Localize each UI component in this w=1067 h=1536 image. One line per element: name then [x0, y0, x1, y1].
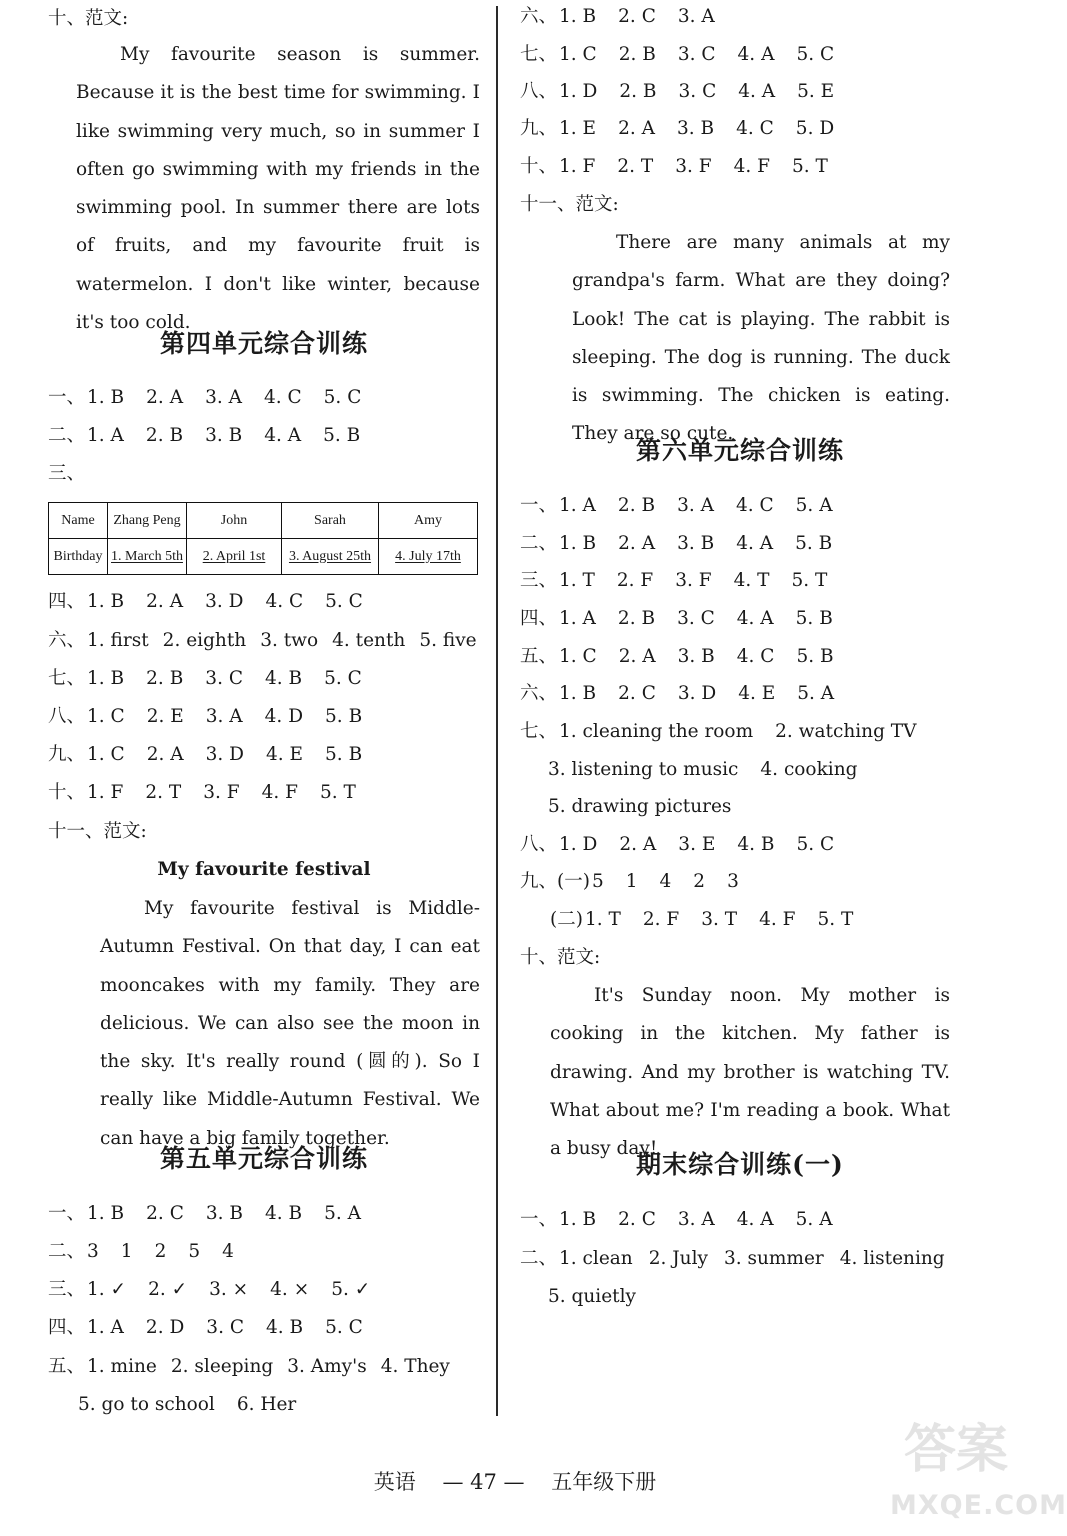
essay-festival-title: My favourite festival [157, 859, 371, 880]
r-answer-line-10: 十、 1. F 2. T 3. F 4. F 5. T [520, 156, 828, 177]
u6-section-10-label: 十、范文: [520, 947, 601, 968]
u4-answer-line-6: 六、 1. first 2. eighth 3. two 4. tenth 5. five [48, 630, 477, 651]
r-answer-line-9: 九、 1. E 2. A 3. B 4. C 5. D [520, 118, 835, 139]
table-cell: Birthday [49, 539, 108, 575]
r-answer-line-6: 六、 1. B 2. C 3. A [520, 6, 715, 27]
page-number: — 47 — [442, 1470, 525, 1494]
final-title: 期末综合训练(一) [636, 1150, 844, 1179]
footer-grade: 五年级下册 [551, 1470, 657, 1494]
u5-answer-line-2: 二、 3 1 2 5 4 [48, 1241, 234, 1262]
table-cell: Amy [379, 503, 478, 539]
watermark-top-text: 答案 [903, 1420, 1008, 1480]
u6-answer-line-1: 一、 1. A 2. B 3. A 4. C 5. A [520, 495, 833, 516]
table-row [49, 539, 478, 575]
u4-answer-line-1: 一、 1. B 2. A 3. A 4. C 5. C [48, 387, 362, 408]
table-cell: 3. August 25th [282, 539, 379, 575]
table-cell: 1. March 5th [108, 539, 187, 575]
table-cell: John [187, 503, 282, 539]
u4-answer-line-7: 七、 1. B 2. B 3. C 4. B 5. C [48, 668, 362, 689]
final-answer-line-2: 二、 1. clean 2. July 3. summer 4. listening [520, 1248, 945, 1269]
column-divider [496, 6, 498, 1416]
u6-answer-line-5: 五、 1. C 2. A 3. B 4. C 5. B [520, 646, 834, 667]
unit4-title: 第四单元综合训练 [159, 329, 368, 358]
table-cell: 4. July 17th [379, 539, 478, 575]
unit5-title: 第五单元综合训练 [159, 1144, 368, 1173]
watermark-bottom-text: MXQE.COM [890, 1490, 1067, 1521]
u6-answer-line-9: 九、(一) 5 1 4 2 3 [520, 871, 739, 892]
u6-answer-line-9b: (二) 1. T 2. F 3. T 4. F 5. T [550, 909, 854, 930]
r-answer-line-8: 八、 1. D 2. B 3. C 4. A 5. E [520, 81, 835, 102]
u4-answer-line-8: 八、 1. C 2. E 3. A 4. D 5. B [48, 706, 363, 727]
u5-answer-line-4: 四、 1. A 2. D 3. C 4. B 5. C [48, 1317, 363, 1338]
u6-answer-line-3: 三、 1. T 2. F 3. F 4. T 5. T [520, 570, 828, 591]
page-footer [0, 1466, 1030, 1498]
birthday-table [48, 502, 478, 575]
u6-answer-line-7: 七、 1. cleaning the room 2. watching TV [520, 721, 917, 742]
final-answer-line-1: 一、 1. B 2. C 3. A 4. A 5. A [520, 1209, 833, 1230]
essay-festival: My favourite festival is Middle-Autumn Festival. On that day, I can eat mooncakes with my family. They are delicious. We can also see the moon in the sky. It's really round (圆的). So I really like Middle-Autumn Festival. We can have a big family together. [100, 898, 480, 1149]
table-cell: Zhang Peng [108, 503, 187, 539]
section-10-label: 十、范文: [48, 8, 129, 29]
u6-answer-line-7-cont2: 5. drawing pictures [548, 796, 732, 817]
table-row [49, 503, 478, 539]
unit6-title: 第六单元综合训练 [635, 436, 844, 465]
essay-sunday: It's Sunday noon. My mother is cooking in the kitchen. My father is drawing. And my brother is watching TV. What about me? I'm reading a book. What a busy day! [550, 985, 950, 1160]
u4-answer-line-3: 三、 [48, 463, 86, 484]
u6-answer-line-7-cont: 3. listening to music 4. cooking [548, 759, 858, 780]
watermark-logo [890, 1418, 1067, 1530]
table-cell: 2. April 1st [187, 539, 282, 575]
u5-answer-line-1: 一、 1. B 2. C 3. B 4. B 5. A [48, 1203, 362, 1224]
table-cell: Name [49, 503, 108, 539]
u6-answer-line-8: 八、 1. D 2. A 3. E 4. B 5. C [520, 834, 835, 855]
u5-answer-line-3: 三、 1. ✓ 2. ✓ 3. × 4. × 5. ✓ [48, 1279, 371, 1300]
u6-answer-line-6: 六、 1. B 2. C 3. D 4. E 5. A [520, 683, 835, 704]
final-answer-line-2-cont: 5. quietly [548, 1286, 636, 1307]
essay-season: My favourite season is summer. Because it is the best time for swimming. I like swimming very much, so in summer I often go swimming with my friends in the swimming pool. In summer there are lots of fruits, and my favourite fruit is watermelon. I don't like winter, because it's too cold. [76, 44, 480, 334]
u4-answer-line-10: 十、 1. F 2. T 3. F 4. F 5. T [48, 782, 356, 803]
u4-answer-line-2: 二、 1. A 2. B 3. B 4. A 5. B [48, 425, 361, 446]
u4-answer-line-9: 九、 1. C 2. A 3. D 4. E 5. B [48, 744, 363, 765]
essay-farm: There are many animals at my grandpa's farm. What are they doing? Look! The cat is playing. The rabbit is sleeping. The dog is running. The duck is swimming. The chicken is eating. They are so cute. [572, 232, 950, 445]
u6-answer-line-2: 二、 1. B 2. A 3. B 4. A 5. B [520, 533, 833, 554]
section-11-label: 十一、范文: [48, 821, 147, 842]
u6-answer-line-4: 四、 1. A 2. B 3. C 4. A 5. B [520, 608, 833, 629]
u5-answer-line-5: 五、 1. mine 2. sleeping 3. Amy's 4. They [48, 1356, 450, 1377]
r-answer-line-7: 七、 1. C 2. B 3. C 4. A 5. C [520, 44, 835, 65]
r-section-11-label: 十一、范文: [520, 194, 619, 215]
table-cell: Sarah [282, 503, 379, 539]
u5-answer-line-5-cont: 5. go to school 6. Her [78, 1394, 297, 1415]
footer-subject: 英语 [373, 1470, 416, 1494]
u4-answer-line-4: 四、 1. B 2. A 3. D 4. C 5. C [48, 591, 363, 612]
